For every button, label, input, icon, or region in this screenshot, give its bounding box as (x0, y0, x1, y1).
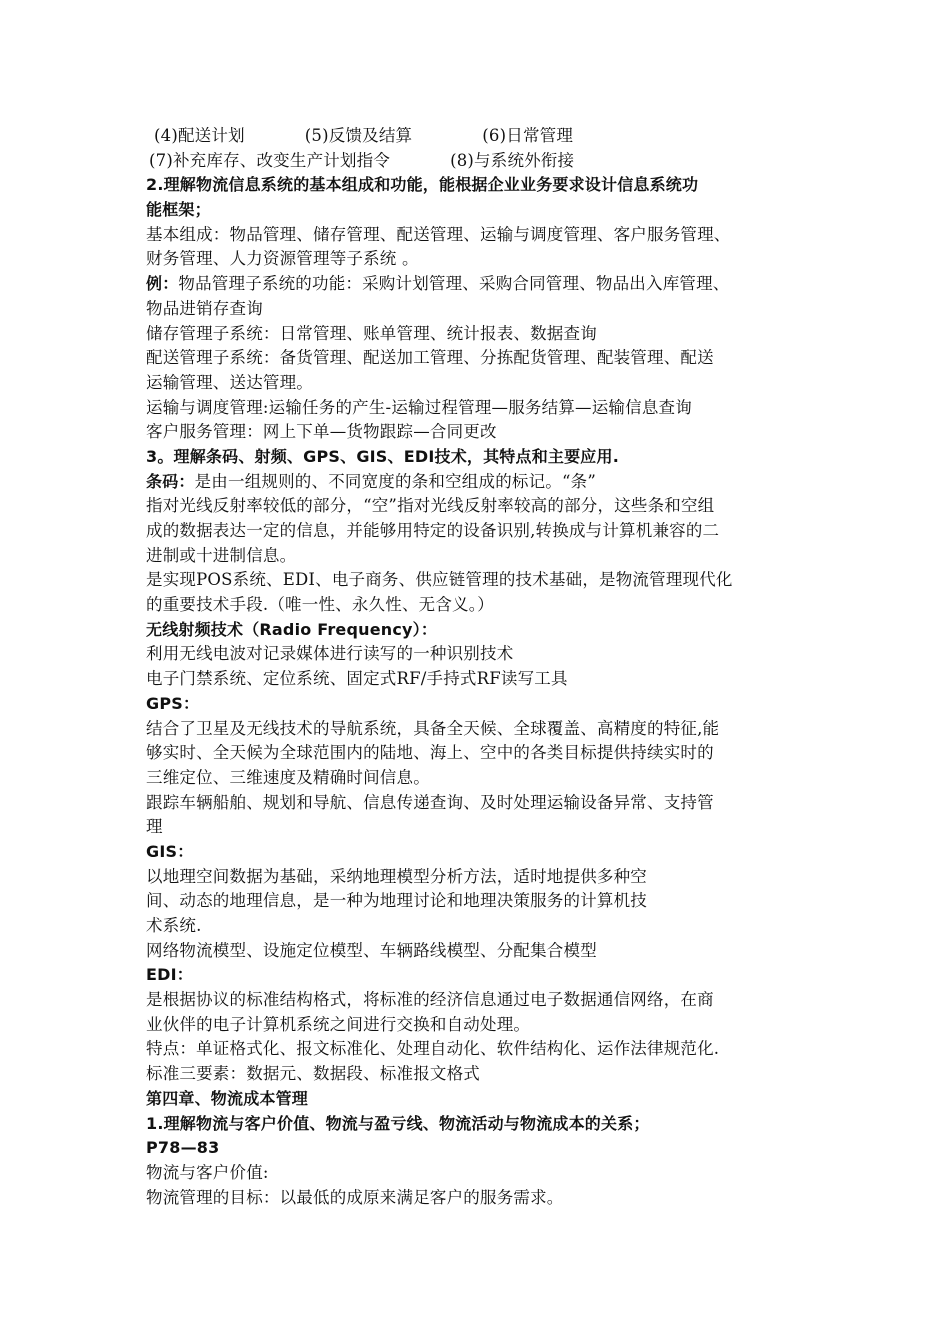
barcode-line5: 是实现POS系统、EDI、电子商务、供应链管理的技术基础，是物流管理现代化 (146, 570, 733, 590)
item-6: (6)日常管理 (482, 126, 574, 145)
storage-subsystem: 储存管理子系统：日常管理、账单管理、统计报表、数据查询 (146, 323, 597, 343)
example-line1 (146, 272, 826, 297)
edi-line2: 业伙伴的电子计算机系统之间进行交换和自动处理。 (146, 1014, 531, 1034)
gps-line5: 理 (146, 817, 163, 837)
gps-line4: 跟踪车辆船舶、规划和导航、信息传递查询、及时处理运输设备异常、支持管 (146, 792, 714, 812)
delivery-subsystem-line1: 配送管理子系统：备货管理、配送加工管理、分拣配货管理、配装管理、配送 (146, 348, 714, 368)
barcode-line6: 的重要技术手段.（唯一性、永久性、无含义。） (146, 595, 494, 615)
chapter4-title: 第四章、物流成本管理 (146, 1088, 309, 1108)
barcode-text: 是由一组规则的、不同宽度的条和空组成的标记。“条” (194, 471, 596, 491)
gps-line1: 结合了卫星及无线技术的导航系统，具备全天候、全球覆盖、高精度的特征,能 (146, 718, 720, 738)
delivery-subsystem-line2: 运输管理、送达管理。 (146, 372, 313, 392)
top-items-row-2 (146, 149, 826, 174)
gis-line3: 术系统. (146, 916, 202, 935)
gps-line3: 三维定位、三维速度及精确时间信息。 (146, 767, 430, 787)
item-7: (7)补充库存、改变生产计划指令 (149, 150, 391, 170)
transport-management: 运输与调度管理:运输任务的产生-运输过程管理—服务结算—运输信息查询 (146, 397, 692, 417)
barcode-line4: 进制或十进制信息。 (146, 545, 297, 565)
gis-line4: 网络物流模型、设施定位模型、车辆路线模型、分配集合模型 (146, 940, 597, 960)
section2-heading-line1: 2.理解物流信息系统的基本组成和功能，能根据企业业务要求设计信息系统功 (146, 175, 699, 195)
chapter4-subheading: 1.理解物流与客户价值、物流与盈亏线、物流活动与物流成本的关系； (146, 1113, 650, 1133)
top-items-row-1 (146, 124, 826, 149)
barcode-line1 (146, 470, 826, 495)
example-line2: 物品进销存查询 (146, 298, 263, 318)
item-4: (4)配送计划 (154, 126, 245, 145)
edi-line4: 标准三要素：数据元、数据段、标准报文格式 (146, 1064, 480, 1084)
item-5: (5)反馈及结算 (304, 126, 413, 145)
customer-value-label: 物流与客户价值: (146, 1162, 269, 1182)
basic-composition-line2: 财务管理、人力资源管理等子系统 。 (146, 249, 419, 269)
gis-line2: 间、动态的地理信息，是一种为地理讨论和地理决策服务的计算机技 (146, 891, 647, 911)
barcode-line2: 指对光线反射率较低的部分，“空”指对光线反射率较高的部分，这些条和空组 (146, 496, 715, 516)
page-reference: P78—83 (146, 1138, 220, 1158)
barcode-line3: 成的数据表达一定的信息，并能够用特定的设备识别,转换成与计算机兼容的二 (146, 521, 720, 540)
edi-label: EDI： (146, 965, 193, 985)
customer-service-management: 客户服务管理：网上下单—货物跟踪—合同更改 (146, 422, 497, 442)
section3-heading: 3。理解条码、射频、GPS、GIS、EDI技术，其特点和主要应用. (146, 446, 619, 466)
section2-heading-line2: 能框架； (146, 200, 211, 220)
gis-line1: 以地理空间数据为基础，采纳地理模型分析方法，适时地提供多种空 (146, 866, 647, 886)
gps-label: GPS： (146, 693, 200, 713)
document-page (146, 124, 826, 1210)
example-label: 例： (146, 274, 179, 294)
logistics-goal: 物流管理的目标：以最低的成原来满足客户的服务需求。 (146, 1187, 564, 1207)
gis-label: GIS： (146, 841, 194, 861)
barcode-label: 条码： (146, 471, 195, 491)
basic-composition-line1: 基本组成：物品管理、储存管理、配送管理、运输与调度管理、客户服务管理、 (146, 224, 731, 244)
rf-label: 无线射频技术（Radio Frequency）： (146, 619, 438, 639)
rf-line1: 利用无线电波对记录媒体进行读写的一种识别技术 (146, 644, 514, 664)
item-8: (8)与系统外衔接 (450, 150, 575, 170)
gps-line2: 够实时、全天候为全球范围内的陆地、海上、空中的各类目标提供持续实时的 (146, 743, 714, 763)
example-text: 物品管理子系统的功能：采购计划管理、采购合同管理、物品出入库管理、 (178, 274, 730, 294)
rf-line2: 电子门禁系统、定位系统、固定式RF/手持式RF读写工具 (146, 669, 568, 689)
edi-line1: 是根据协议的标准结构格式，将标准的经济信息通过电子数据通信网络，在商 (146, 990, 714, 1010)
edi-line3: 特点：单证格式化、报文标准化、处理自动化、软件结构化、运作法律规范化. (146, 1039, 720, 1059)
